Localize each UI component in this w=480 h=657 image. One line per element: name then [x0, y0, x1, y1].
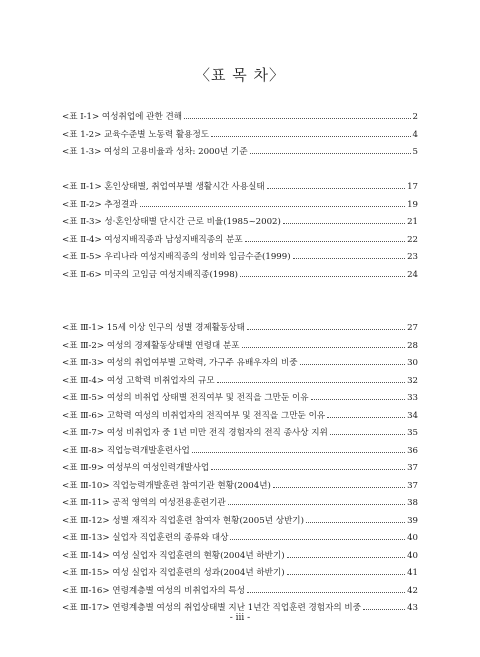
toc-entry[interactable] — [62, 409, 418, 427]
toc-entry-label: <표 Ⅲ-10> 직업능력개발훈련 참여기관 현황(2004년) — [62, 480, 271, 491]
toc-entry[interactable] — [62, 426, 418, 444]
toc-entry-page: 4 — [412, 129, 418, 140]
toc-group-chapter-2 — [62, 180, 418, 285]
toc-entry-label: <표 Ⅱ-6> 미국의 고임금 여성지배직종(1998) — [62, 269, 239, 280]
toc-entry-page: 24 — [407, 269, 418, 280]
toc-dot-leader — [330, 434, 405, 435]
toc-entry-label: <표 Ⅲ-5> 여성의 비취업 상태별 전직여부 및 전직을 그만둔 이유 — [62, 393, 309, 403]
page-number: - iii - — [229, 613, 251, 623]
toc-entry-label: <표 Ⅲ-7> 여성 비취업자 중 1년 미만 전직 경험자의 전직 종사상 지위 — [62, 428, 328, 438]
toc-entry-label: <표 Ⅲ-11> 공적 영역의 여성전용훈련기관 — [62, 498, 226, 508]
toc-entry[interactable] — [62, 128, 418, 146]
toc-entry-page: 43 — [407, 603, 418, 613]
toc-dot-leader — [184, 118, 410, 119]
toc-entry-page: 41 — [407, 568, 418, 578]
toc-entry-label: <표 Ⅱ-1> 혼인상태별, 취업여부별 생활시간 사용실태 — [62, 182, 265, 192]
toc-dot-leader — [306, 522, 405, 523]
toc-entry-label: <표 Ⅲ-14> 여성 실업자 직업훈련의 현황(2004년 하반기) — [62, 550, 285, 561]
toc-entry[interactable] — [62, 461, 418, 479]
toc-entry-page: 33 — [407, 393, 418, 403]
toc-entry-page: 21 — [407, 217, 418, 227]
toc-entry[interactable] — [62, 321, 418, 339]
toc-entry-page: 2 — [412, 112, 418, 122]
toc-entry-page: 5 — [412, 147, 418, 157]
toc-entry-label: <표 Ⅲ-12> 성별 재직자 직업훈련 참여자 현황(2005년 상반기) — [62, 515, 304, 526]
toc-entry-label: <표 Ⅲ-16> 연령계층별 여성의 비취업자의 특성 — [62, 585, 246, 596]
toc-entry-label: <표 Ⅲ-9> 여성부의 여성인력개발사업 — [62, 463, 210, 473]
toc-entry-label: <표 Ⅲ-8> 직업능력개발훈련사업 — [62, 445, 190, 456]
toc-entry-page: 28 — [407, 340, 418, 351]
toc-entry[interactable] — [62, 110, 418, 128]
toc-entry-page: 35 — [407, 428, 418, 438]
toc-dot-leader — [287, 574, 405, 575]
toc-dot-leader — [192, 452, 405, 453]
toc-entry[interactable] — [62, 479, 418, 497]
toc-entry-page: 37 — [407, 480, 418, 491]
toc-dot-leader — [242, 347, 406, 348]
toc-entry-label: <표 Ⅲ-1> 15세 이상 인구의 성별 경제활동상태 — [62, 323, 245, 333]
toc-entry-label: <표 Ⅱ-2> 추정결과 — [62, 199, 138, 210]
page-title: 〈표 목 차〉 — [194, 66, 285, 84]
toc-entry[interactable] — [62, 391, 418, 409]
toc-entry-page: 42 — [407, 585, 418, 596]
toc-entry[interactable] — [62, 584, 418, 602]
toc-entry-label: <표 1-2> 교육수준별 노동력 활용정도 — [62, 129, 210, 140]
toc-dot-leader — [211, 136, 410, 137]
toc-entry[interactable] — [62, 549, 418, 567]
toc-dot-leader — [363, 609, 405, 610]
toc-entry[interactable] — [62, 444, 418, 462]
toc-dot-leader — [230, 539, 405, 540]
toc-entry-label: <표 Ⅲ-13> 실업자 직업훈련의 종류와 대상 — [62, 533, 229, 543]
toc-entry[interactable] — [62, 496, 418, 514]
toc-entry-page: 19 — [407, 199, 418, 210]
toc-entry-page: 38 — [407, 498, 418, 508]
toc-entry-label: <표 Ⅱ-5> 우리나라 여성지배직종의 성비와 임금수준(1999) — [62, 252, 291, 262]
toc-entry[interactable] — [62, 250, 418, 268]
toc-dot-leader — [250, 153, 411, 154]
toc-entry[interactable] — [62, 198, 418, 216]
toc-dot-leader — [247, 592, 405, 593]
toc-entry-label: <표 1-3> 여성의 고용비율과 성차: 2000년 기준 — [62, 147, 248, 157]
toc-dot-leader — [240, 276, 405, 277]
toc-entry-page: 34 — [407, 410, 418, 421]
toc-entry[interactable] — [62, 531, 418, 549]
toc-entry-label: <표 Ⅱ-3> 성·혼인상태별 단시간 근로 비율(1985~2002) — [62, 217, 281, 227]
toc-entry-label: <표 Ⅲ-3> 여성의 취업여부별 고학력, 가구주 유배우자의 비중 — [62, 358, 298, 368]
toc-entry[interactable] — [62, 514, 418, 532]
toc-dot-leader — [267, 188, 405, 189]
toc-dot-leader — [327, 417, 405, 418]
toc-group-chapter-3 — [62, 321, 418, 619]
toc-entry[interactable] — [62, 180, 418, 198]
toc-entry-page: 30 — [407, 358, 418, 368]
toc-entry-label: <표 Ⅲ-17> 연령계층별 여성의 취업상태별 지난 1년간 직업훈련 경험자의 비중 — [62, 603, 362, 613]
toc-entry-page: 37 — [407, 463, 418, 473]
toc-entry-label: <표 Ⅲ-2> 여성의 경제활동상태별 연령대 분포 — [62, 340, 240, 351]
toc-entry[interactable] — [62, 356, 418, 374]
toc-entry-page: 40 — [407, 550, 418, 561]
toc-entry[interactable] — [62, 233, 418, 251]
toc-entry-page: 17 — [407, 182, 418, 192]
toc-entry[interactable] — [62, 145, 418, 163]
toc-entry-label: <표 Ⅲ-4> 여성 고학력 비취업자의 규모 — [62, 375, 215, 386]
toc-entry-page: 40 — [407, 533, 418, 543]
toc-entry-page: 36 — [407, 445, 418, 456]
toc-entry-page: 27 — [407, 323, 418, 333]
toc-entry[interactable] — [62, 215, 418, 233]
toc-dot-leader — [293, 258, 405, 259]
toc-dot-leader — [228, 504, 405, 505]
toc-dot-leader — [283, 223, 405, 224]
toc-dot-leader — [217, 382, 405, 383]
toc-dot-leader — [247, 329, 405, 330]
toc-entry-page: 32 — [407, 375, 418, 386]
toc-dot-leader — [287, 557, 405, 558]
toc-entry[interactable] — [62, 268, 418, 286]
toc-entry-label: <표 Ⅲ-6> 고학력 여성의 비취업자의 전직여부 및 전직을 그만둔 이유 — [62, 410, 326, 421]
toc-dot-leader — [311, 399, 405, 400]
toc-entry[interactable] — [62, 374, 418, 392]
toc-entry-page: 23 — [407, 252, 418, 262]
toc-entry-label: <표 Ⅲ-15> 여성 실업자 직업훈련의 성과(2004년 하반기) — [62, 568, 285, 578]
toc-entry[interactable] — [62, 339, 418, 357]
toc-dot-leader — [273, 487, 405, 488]
toc-entry[interactable] — [62, 566, 418, 584]
toc-dot-leader — [140, 206, 405, 207]
toc-entry-label: <표 Ⅱ-4> 여성지배직종과 남성지배직종의 분포 — [62, 234, 243, 245]
toc-dot-leader — [300, 364, 406, 365]
toc-dot-leader — [211, 469, 405, 470]
toc-entry-page: 39 — [407, 515, 418, 526]
toc-entry-label: <표 Ⅰ-1> 여성취업에 관한 견해 — [62, 112, 183, 122]
toc-dot-leader — [245, 241, 405, 242]
toc-entry-page: 22 — [407, 234, 418, 245]
toc-group-chapter-1 — [62, 110, 418, 163]
